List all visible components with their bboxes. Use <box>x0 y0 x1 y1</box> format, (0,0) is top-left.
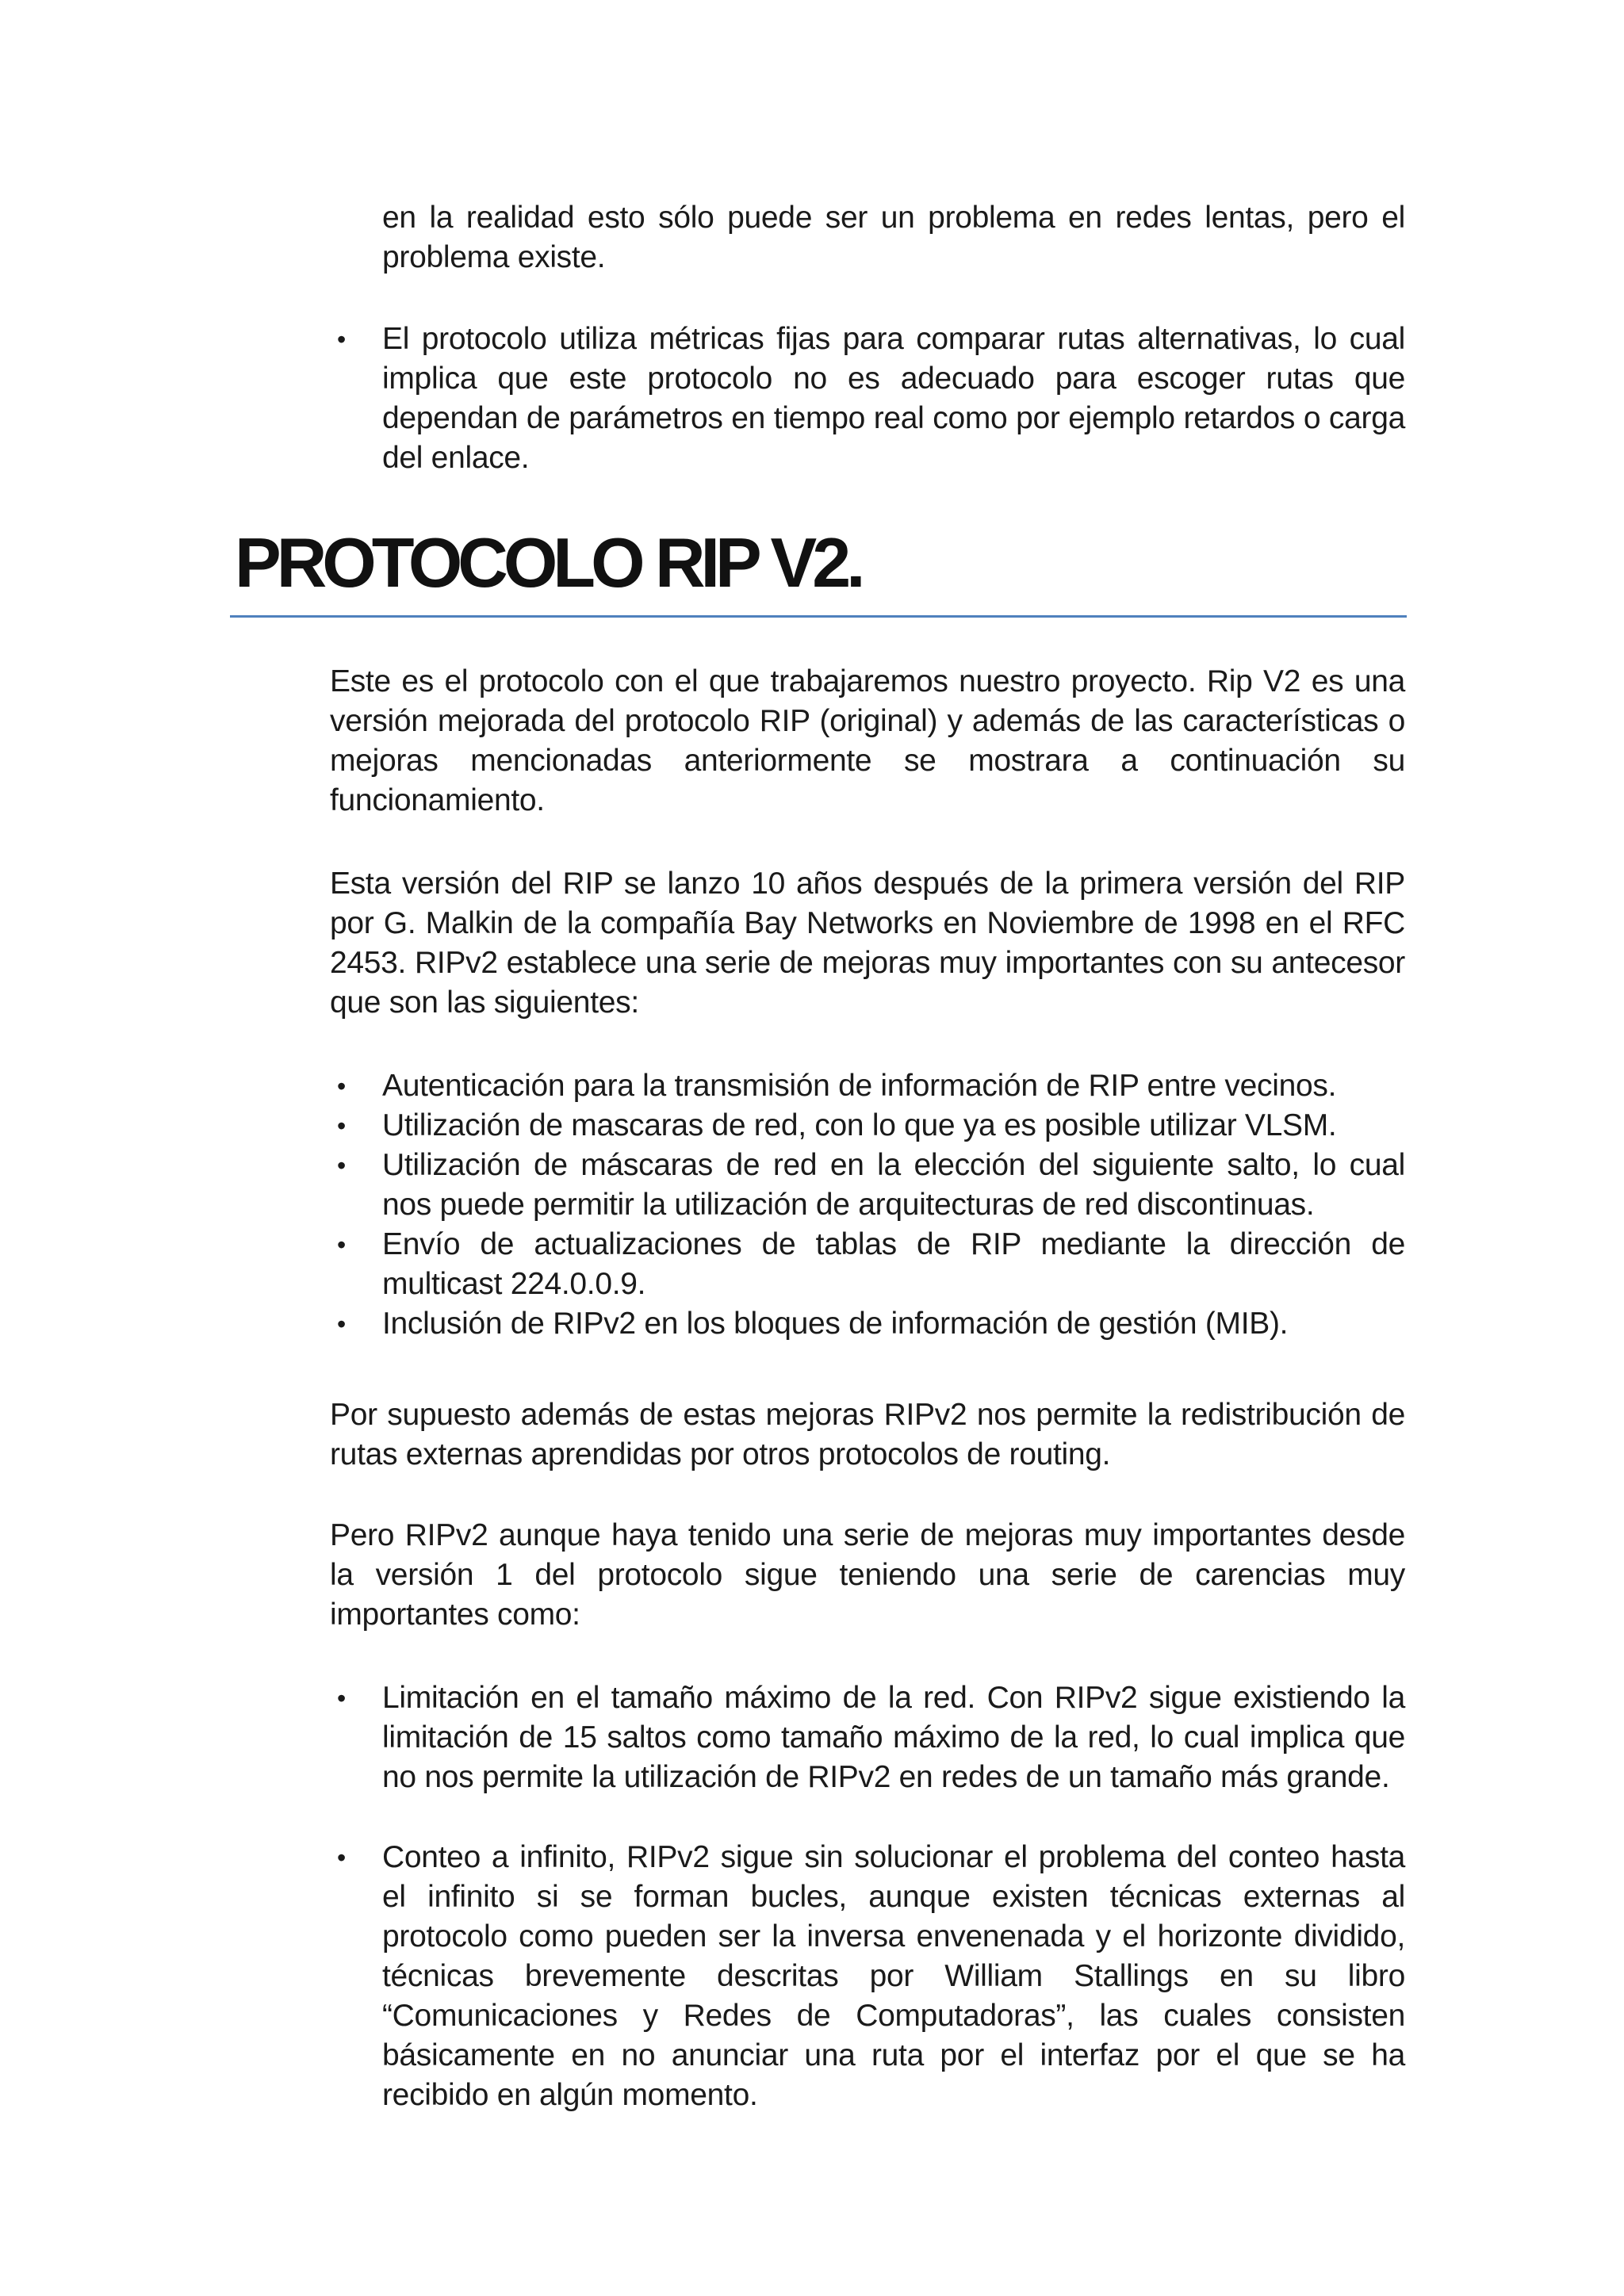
bullet-icon: • <box>337 1151 346 1180</box>
list-item-text: Utilización de máscaras de red en la elección del siguiente salto, lo cual nos puede permitir la utilización de arquitecturas de red discontinuas. <box>382 1148 1405 1222</box>
paragraph-redistribution: Por supuesto además de estas mejoras RIPv2 nos permite la redistribución de rutas externas aprendidas por otros protocolos de routing. <box>330 1398 1405 1471</box>
bullet-icon: • <box>337 1112 346 1140</box>
list-item <box>337 1225 1405 1304</box>
bullet-icon: • <box>337 1310 346 1338</box>
paragraph-intro: Este es el protocolo con el que trabajaremos nuestro proyecto. Rip V2 es una versión mejorada del protocolo RIP (original) y además de las características o mejoras mencionadas anteriormente se mostrara a continuación su funcionamiento. <box>330 664 1405 817</box>
list-item <box>337 1146 1405 1225</box>
list-item-text: Autenticación para la transmisión de información de RIP entre vecinos. <box>382 1069 1337 1103</box>
list-item <box>337 1066 1405 1106</box>
list-item-text: Inclusión de RIPv2 en los bloques de información de gestión (MIB). <box>382 1307 1289 1341</box>
bullet-icon: • <box>337 1684 346 1712</box>
list-item <box>337 1678 1405 1797</box>
bullet-icon: • <box>337 1230 346 1259</box>
list-item-text: Limitación en el tamaño máximo de la red. Con RIPv2 sigue existiendo la limitación de 15 saltos como tamaño máximo de la red, lo cual implica que no nos permite la utilización de RIPv2 en redes de un tamaño más grande. <box>382 1681 1405 1794</box>
section-heading: PROTOCOLO RIP V2. <box>235 523 861 602</box>
paragraph-history: Esta versión del RIP se lanzo 10 años después de la primera versión del RIP por G. Malkin de la compañía Bay Networks en Noviembre de 1998 en el RFC 2453. RIPv2 establece una serie de mejoras muy importantes con su antecesor que son las siguientes: <box>330 867 1405 1020</box>
heading-divider <box>230 615 1407 618</box>
improvements-list <box>337 1066 1405 1344</box>
list-item <box>337 1106 1405 1146</box>
top-bullet-list <box>337 320 1405 478</box>
list-item-text: Utilización de mascaras de red, con lo que ya es posible utilizar VLSM. <box>382 1108 1337 1142</box>
continuation-text: en la realidad esto sólo puede ser un problema en redes lentas, pero el problema existe. <box>382 201 1405 274</box>
list-item-text: El protocolo utiliza métricas fijas para comparar rutas alternativas, lo cual implica que este protocolo no es adecuado para escoger rutas que dependan de parámetros en tiempo real como por ejemplo retardos o carga del enlace. <box>382 322 1405 475</box>
list-item <box>337 320 1405 478</box>
list-item <box>337 1304 1405 1344</box>
paragraph-shortcomings-intro: Pero RIPv2 aunque haya tenido una serie de mejoras muy importantes desde la versión 1 del protocolo sigue teniendo una serie de carencias muy importantes como: <box>330 1518 1405 1632</box>
bullet-icon: • <box>337 1072 346 1100</box>
bullet-icon: • <box>337 325 346 354</box>
list-item <box>337 1838 1405 2115</box>
shortcomings-list <box>337 1678 1405 2115</box>
list-item-text: Conteo a infinito, RIPv2 sigue sin solucionar el problema del conteo hasta el infinito si se forman bucles, aunque existen técnicas externas al protocolo como pueden ser la inversa envenenada y el horizonte dividido, técnicas brevemente descritas por William Stallings en su libro “Comunicaciones y Redes de Computadoras”, las cuales consisten básicamente en no anunciar una ruta por el interfaz por el que se ha recibido en algún momento. <box>382 1840 1405 2112</box>
list-item-text: Envío de actualizaciones de tablas de RIP mediante la dirección de multicast 224.0.0.9. <box>382 1227 1405 1301</box>
bullet-icon: • <box>337 1843 346 1872</box>
